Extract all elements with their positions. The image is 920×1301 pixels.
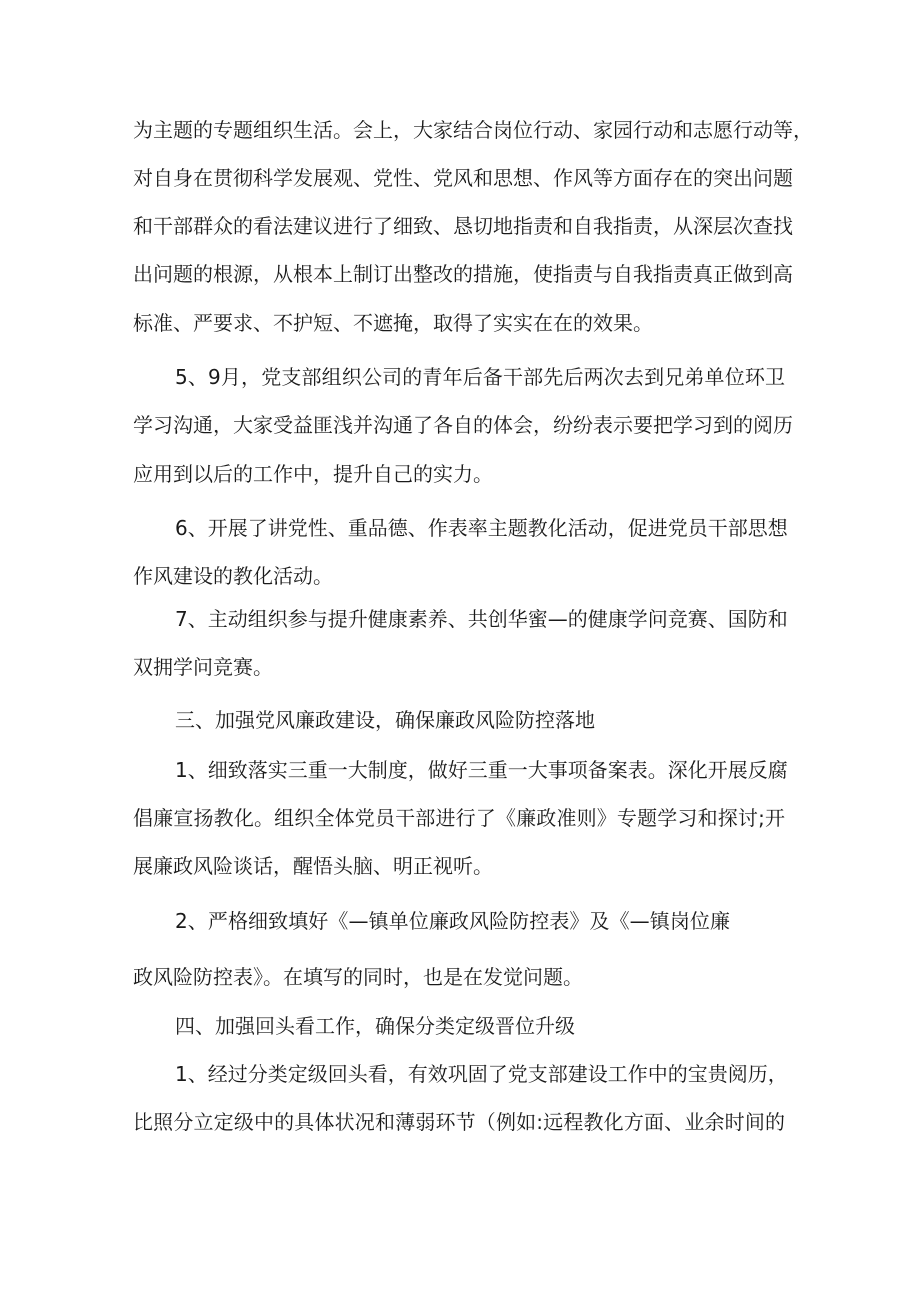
text-line: 比照分立定级中的具体状况和薄弱环节（例如:远程教化方面、业余时间的 — [133, 1110, 785, 1134]
paragraph-first-line: 6、开展了讲党性、重品德、作表率主题教化活动，促进党员干部思想 — [175, 516, 788, 540]
paragraph-first-line: 5、9月，党支部组织公司的青年后备干部先后两次去到兄弟单位环卫 — [175, 365, 785, 389]
paragraph-first-line: 7、主动组织参与提升健康素养、共创华蜜—的健康学问竞赛、国防和 — [175, 607, 788, 631]
text-line: 双拥学问竞赛。 — [133, 655, 273, 679]
text-line: 作风建设的教化活动。 — [133, 564, 333, 588]
text-line: 应用到以后的工作中，提升自己的实力。 — [133, 462, 493, 486]
text-line: 标准、严要求、不护短、不遮掩，取得了实实在在的效果。 — [133, 311, 653, 335]
paragraph-first-line: 2、严格细致填好《—镇单位廉政风险防控表》及《—镇岗位廉 — [175, 909, 730, 933]
section-heading: 四、加强回头看工作，确保分类定级晋位升级 — [175, 1014, 575, 1038]
text-line: 出问题的根源，从根本上制订出整改的措施，使指责与自我指责真正做到高 — [133, 262, 793, 286]
section-heading: 三、加强党风廉政建设，确保廉政风险防控落地 — [175, 708, 595, 732]
paragraph-first-line: 1、经过分类定级回头看，有效巩固了党支部建设工作中的宝贵阅历， — [175, 1062, 788, 1086]
text-line: 展廉政风险谈话，醒悟头脑、明正视听。 — [133, 854, 493, 878]
text-line: 政风险防控表》。在填写的同时，也是在发觉问题。 — [133, 965, 583, 989]
text-line: 学习沟通，大家受益匪浅并沟通了各自的体会，纷纷表示要把学习到的阅历 — [133, 413, 793, 437]
paragraph-first-line: 1、细致落实三重一大制度，做好三重一大事项备案表。深化开展反腐 — [175, 758, 788, 782]
text-line: 和干部群众的看法建议进行了细致、恳切地指责和自我指责，从深层次查找 — [133, 214, 793, 238]
text-line: 倡廉宣扬教化。组织全体党员干部进行了《廉政准则》专题学习和探讨;开 — [133, 806, 785, 830]
text-line: 为主题的专题组织生活。会上，大家结合岗位行动、家园行动和志愿行动等， — [133, 118, 813, 142]
text-line: 对自身在贯彻科学发展观、党性、党风和思想、作风等方面存在的突出问题 — [133, 166, 793, 190]
